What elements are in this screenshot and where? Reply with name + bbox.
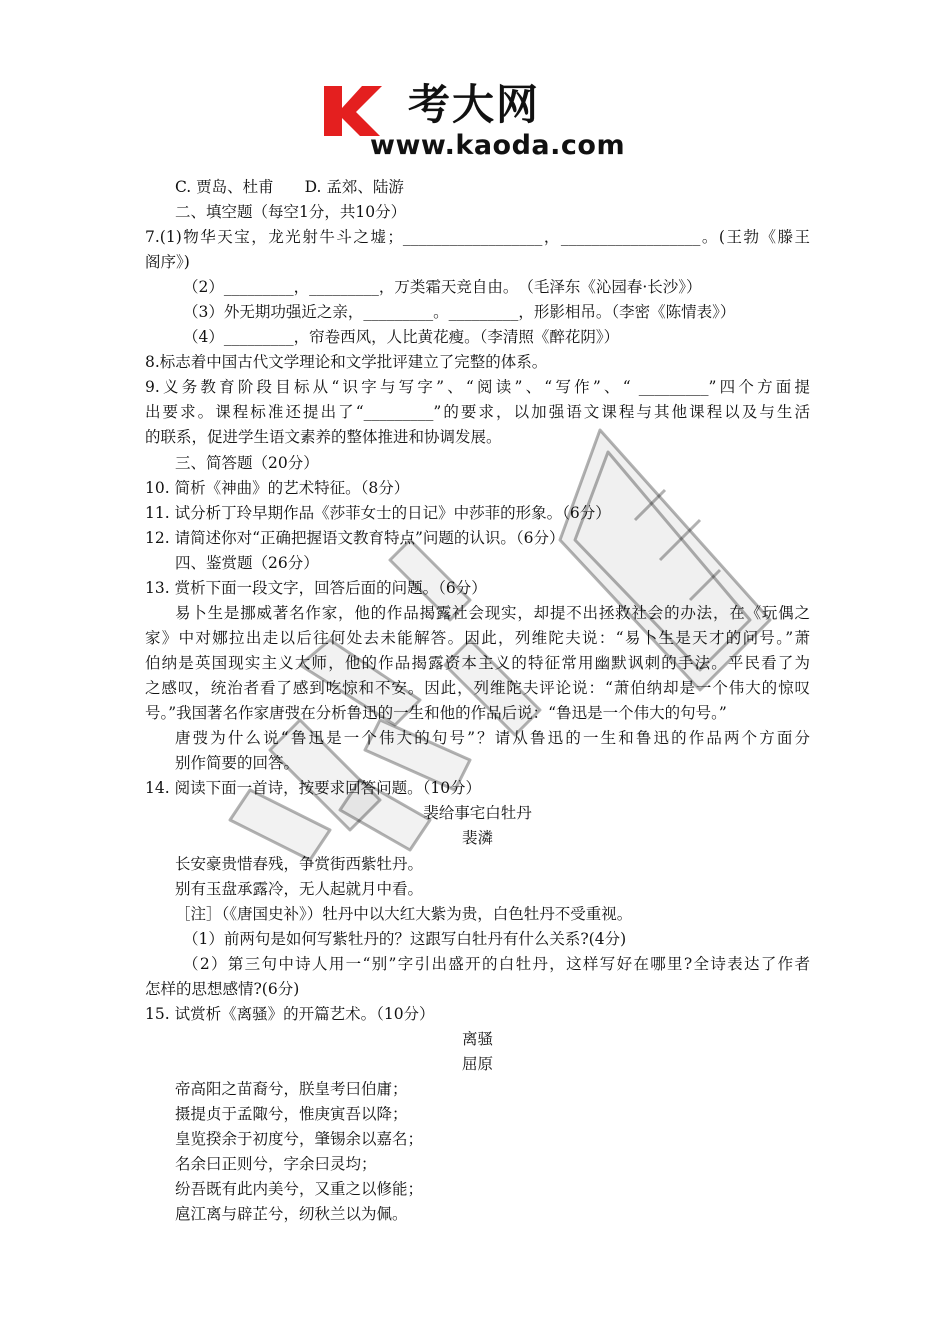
question-line: （1）前两句是如何写紫牡丹的？这跟写白牡丹有什么关系?(4分): [183, 930, 627, 948]
question-line: 14. 阅读下面一首诗，按要求回答问题。（10分）: [145, 779, 482, 797]
question-line: 13. 赏析下面一段文字，回答后面的问题。（6分）: [145, 579, 487, 597]
question-line: 12. 请简述你对“正确把握语文教育特点”问题的认识。（6分）: [145, 529, 565, 547]
poem-author: 裴潾: [461, 829, 493, 847]
poem-author: 屈原: [461, 1055, 493, 1073]
poem-title: 离骚: [461, 1030, 493, 1048]
question-line: 出要求。课程标准还提出了“_________”的要求，以加强语文课程与其他课程以及与生活: [145, 403, 810, 421]
passage-line: 伯纳是英国现实主义大师，他的作品揭露资本主义的特征常用幽默讽刺的手法。平民看了为: [145, 654, 810, 672]
passage-line: 家》中对娜拉出走以后往何处去未能解答。因此，列维陀夫说：“易卜生是天才的问号。”萧: [145, 629, 810, 647]
logo-url-text: www.kaoda.com: [370, 130, 626, 161]
question-line: （2）第三句中诗人用一“别”字引出盛开的白牡丹，这样写好在哪里?全诗表达了作者: [183, 955, 810, 973]
poem-line: 帝高阳之苗裔兮，朕皇考曰伯庸；: [175, 1080, 408, 1098]
question-line: 11. 试分析丁玲早期作品《莎菲女士的日记》中莎菲的形象。（6分）: [145, 504, 611, 522]
passage-line: 易卜生是挪威著名作家，他的作品揭露社会现实，却提不出拯救社会的办法，在《玩偶之: [175, 604, 810, 622]
question-line: （4）_________，帘卷西风，人比黄花瘦。（李清照《醉花阴》）: [183, 328, 620, 346]
question-line: 阁序》): [145, 253, 190, 271]
poem-note: ［注］（《唐国史补》）牡丹中以大红大紫为贵，白色牡丹不受重视。: [175, 905, 633, 923]
poem-line: 皇览揆余于初度兮，肇锡余以嘉名；: [175, 1130, 424, 1148]
passage-line: 号。”我国著名作家唐弢在分析鲁迅的一生和他的作品后说：“鲁迅是一个伟大的句号。”: [145, 704, 727, 722]
question-line: 7.(1)物华天宝，龙光射牛斗之墟；__________________，__________________。(王勃《滕王: [145, 228, 810, 246]
kaoda-logo: [318, 80, 638, 160]
poem-line: 摄提贞于孟陬兮，惟庚寅吾以降；: [175, 1105, 408, 1123]
question-line: 的联系，促进学生语文素养的整体推进和协调发展。: [145, 428, 502, 446]
section-heading: 二、填空题（每空1分，共10分）: [175, 203, 407, 221]
passage-line: 别作简要的回答。: [175, 754, 300, 772]
logo-chinese-text: 考大网: [408, 80, 541, 129]
option-line: C. 贾岛、杜甫 D. 孟郊、陆游: [175, 178, 404, 196]
passage-line: 之感叹，统治者看了感到吃惊和不安。因此，列维陀夫评论说：“萧伯纳却是一个伟大的惊叹: [145, 679, 810, 697]
section-heading: 四、鉴赏题（26分）: [175, 554, 319, 572]
question-line: 8.标志着中国古代文学理论和文学批评建立了完整的体系。: [145, 353, 548, 371]
poem-line: 名余曰正则兮，字余曰灵均；: [175, 1155, 377, 1173]
poem-line: 别有玉盘承露冷，无人起就月中看。: [175, 880, 424, 898]
question-line: 15. 试赏析《离骚》的开篇艺术。（10分）: [145, 1005, 435, 1023]
section-heading: 三、简答题（20分）: [175, 454, 319, 472]
poem-line: 长安豪贵惜春残，争赏街西紫牡丹。: [175, 855, 424, 873]
question-line: （3）外无期功强近之亲，_________。_________，形影相吊。（李密《陈情表》）: [183, 303, 736, 321]
poem-line: 扈江离与辟芷兮，纫秋兰以为佩。: [175, 1205, 408, 1223]
question-line: （2）_________，_________，万类霜天竞自由。 （毛泽东《沁园春·长沙》）: [183, 278, 702, 296]
poem-title: 裴给事宅白牡丹: [423, 804, 532, 822]
passage-line: 唐弢为什么说“鲁迅是一个伟大的句号”？请从鲁迅的一生和鲁迅的作品两个方面分: [175, 729, 810, 747]
question-line: 9.义务教育阶段目标从“识字与写字”、“阅读”、“写作”、“ _________”四个方面提: [145, 378, 810, 396]
question-line: 10. 简析《神曲》的艺术特征。（8分）: [145, 479, 410, 497]
poem-line: 纷吾既有此内美兮，又重之以修能；: [175, 1180, 424, 1198]
question-line: 怎样的思想感情?(6分): [145, 980, 300, 998]
